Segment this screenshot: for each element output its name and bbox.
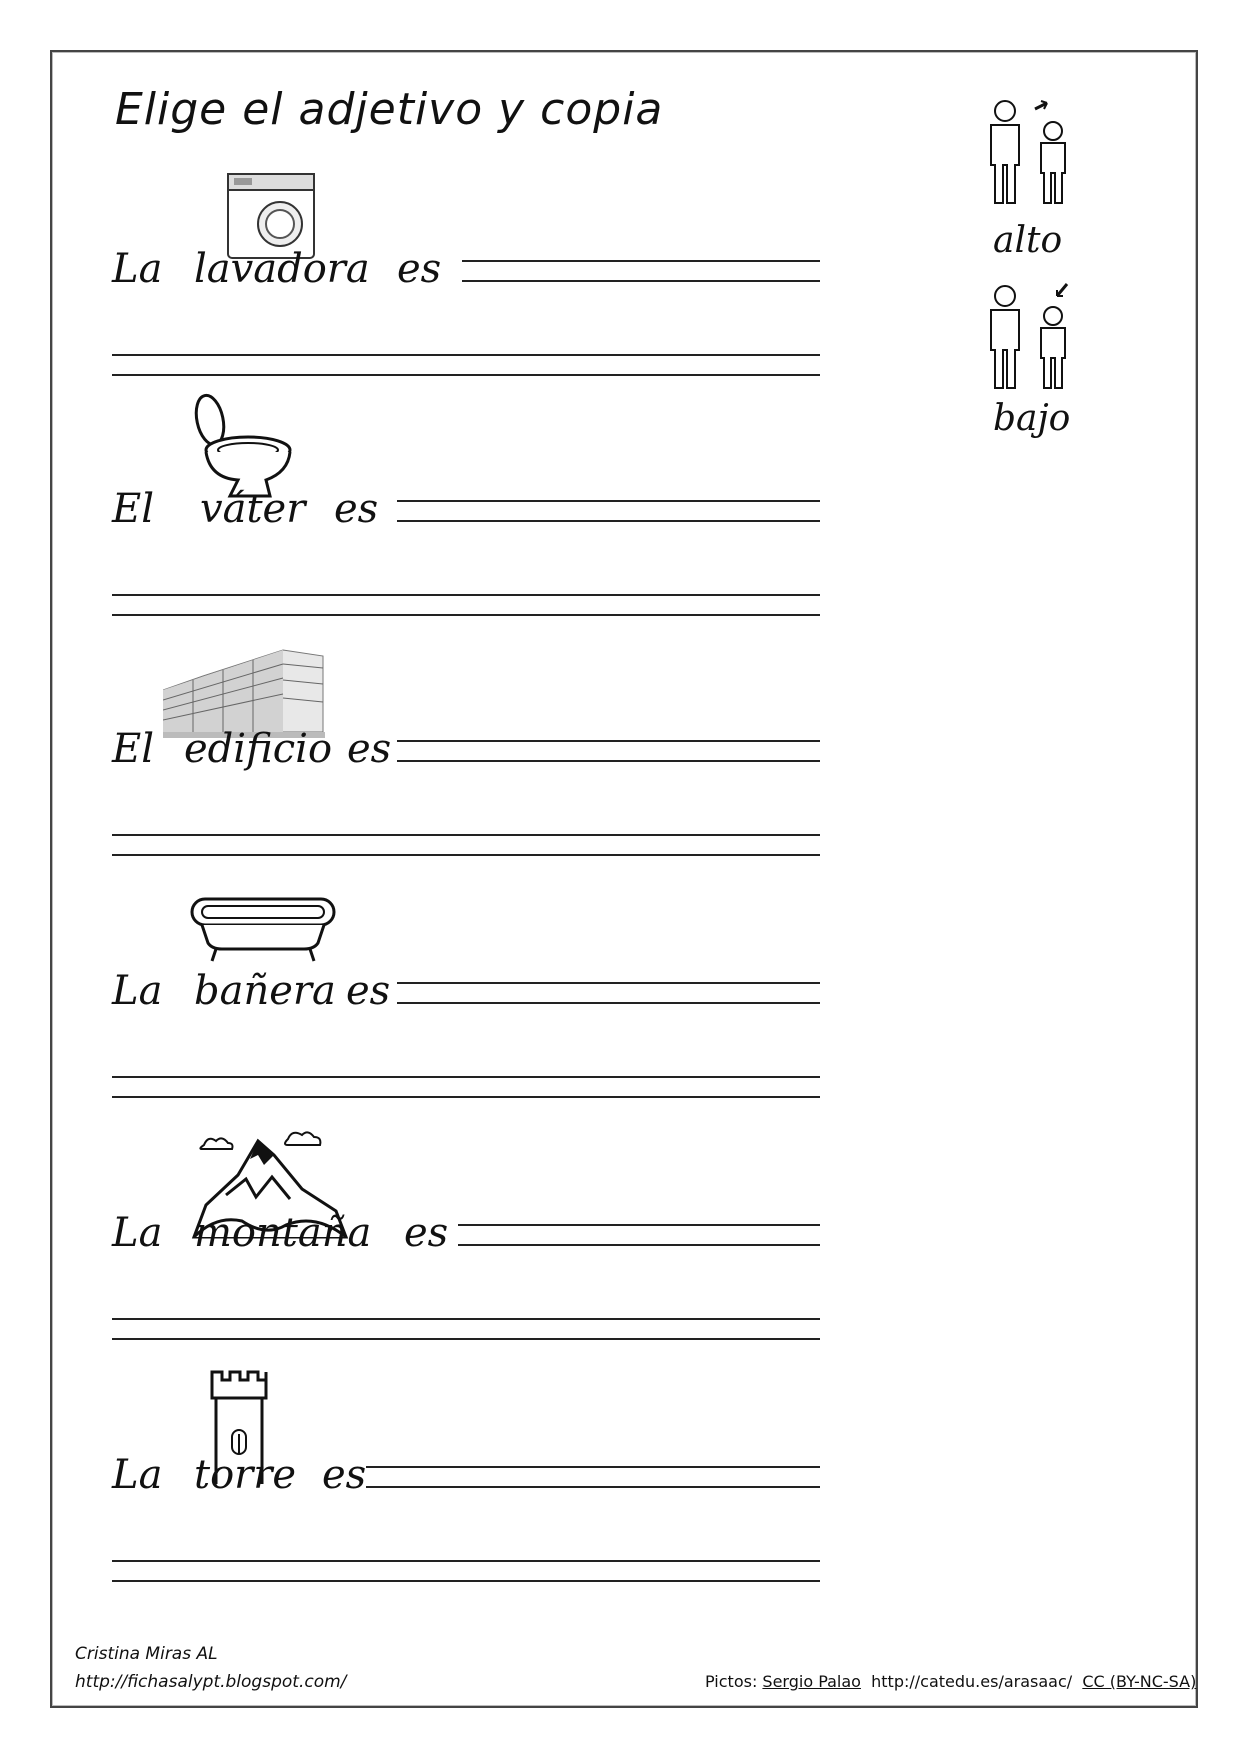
sentence-verb: es: [404, 1210, 449, 1256]
answer-line[interactable]: [397, 1002, 820, 1004]
answer-line[interactable]: [462, 260, 820, 262]
footer-blog-link[interactable]: http://fichasalypt.blogspot.com/: [75, 1672, 347, 1692]
copy-line[interactable]: [112, 374, 820, 376]
sentence-noun: montaña: [194, 1210, 372, 1256]
copy-line[interactable]: [112, 1076, 820, 1078]
sentence-verb: es: [322, 1452, 367, 1498]
footer-author: Cristina Miras AL: [75, 1644, 218, 1664]
short-person-icon: [985, 280, 1085, 392]
tall-person-icon: [985, 95, 1085, 207]
copy-line[interactable]: [112, 854, 820, 856]
sentence-noun: torre: [194, 1452, 297, 1498]
copy-line[interactable]: [112, 1318, 820, 1320]
copy-line[interactable]: [112, 594, 820, 596]
answer-line[interactable]: [458, 1224, 820, 1226]
copy-line[interactable]: [112, 1560, 820, 1562]
answer-line[interactable]: [366, 1466, 820, 1468]
license-link[interactable]: CC (BY-NC-SA): [1082, 1672, 1197, 1691]
pictos-url[interactable]: http://catedu.es/arasaac/: [871, 1672, 1073, 1691]
pictos-label: Pictos:: [705, 1672, 758, 1691]
building-icon: [163, 640, 325, 738]
worksheet-title: Elige el adjetivo y copia: [115, 84, 664, 135]
sentence-article: La: [112, 1452, 163, 1498]
copy-line[interactable]: [112, 1338, 820, 1340]
sentence-verb: es: [397, 246, 442, 292]
option-bajo: bajo: [993, 398, 1071, 439]
bathtub-icon: [188, 895, 338, 965]
sentence-verb: es: [334, 486, 379, 532]
answer-line[interactable]: [397, 520, 820, 522]
answer-line[interactable]: [458, 1244, 820, 1246]
answer-line[interactable]: [397, 760, 820, 762]
footer-credits: [705, 1672, 1196, 1691]
sentence-noun: lavadora: [194, 246, 370, 292]
sentence-verb: es: [347, 726, 392, 772]
copy-line[interactable]: [112, 614, 820, 616]
copy-line[interactable]: [112, 1580, 820, 1582]
copy-line[interactable]: [112, 354, 820, 356]
sentence-noun: váter: [200, 486, 306, 532]
answer-line[interactable]: [397, 982, 820, 984]
copy-line[interactable]: [112, 834, 820, 836]
sentence-noun: bañera: [194, 968, 336, 1014]
sentence-article: La: [112, 968, 163, 1014]
answer-line[interactable]: [462, 280, 820, 282]
sentence-article: La: [112, 1210, 163, 1256]
answer-line[interactable]: [397, 740, 820, 742]
sentence-article: El: [112, 726, 154, 772]
copy-line[interactable]: [112, 1096, 820, 1098]
option-alto: alto: [993, 220, 1063, 261]
pictos-author-link[interactable]: Sergio Palao: [762, 1672, 861, 1691]
answer-line[interactable]: [397, 500, 820, 502]
answer-line[interactable]: [366, 1486, 820, 1488]
sentence-verb: es: [346, 968, 391, 1014]
sentence-noun: edificio: [184, 726, 333, 772]
sentence-article: El: [112, 486, 154, 532]
sentence-article: La: [112, 246, 163, 292]
